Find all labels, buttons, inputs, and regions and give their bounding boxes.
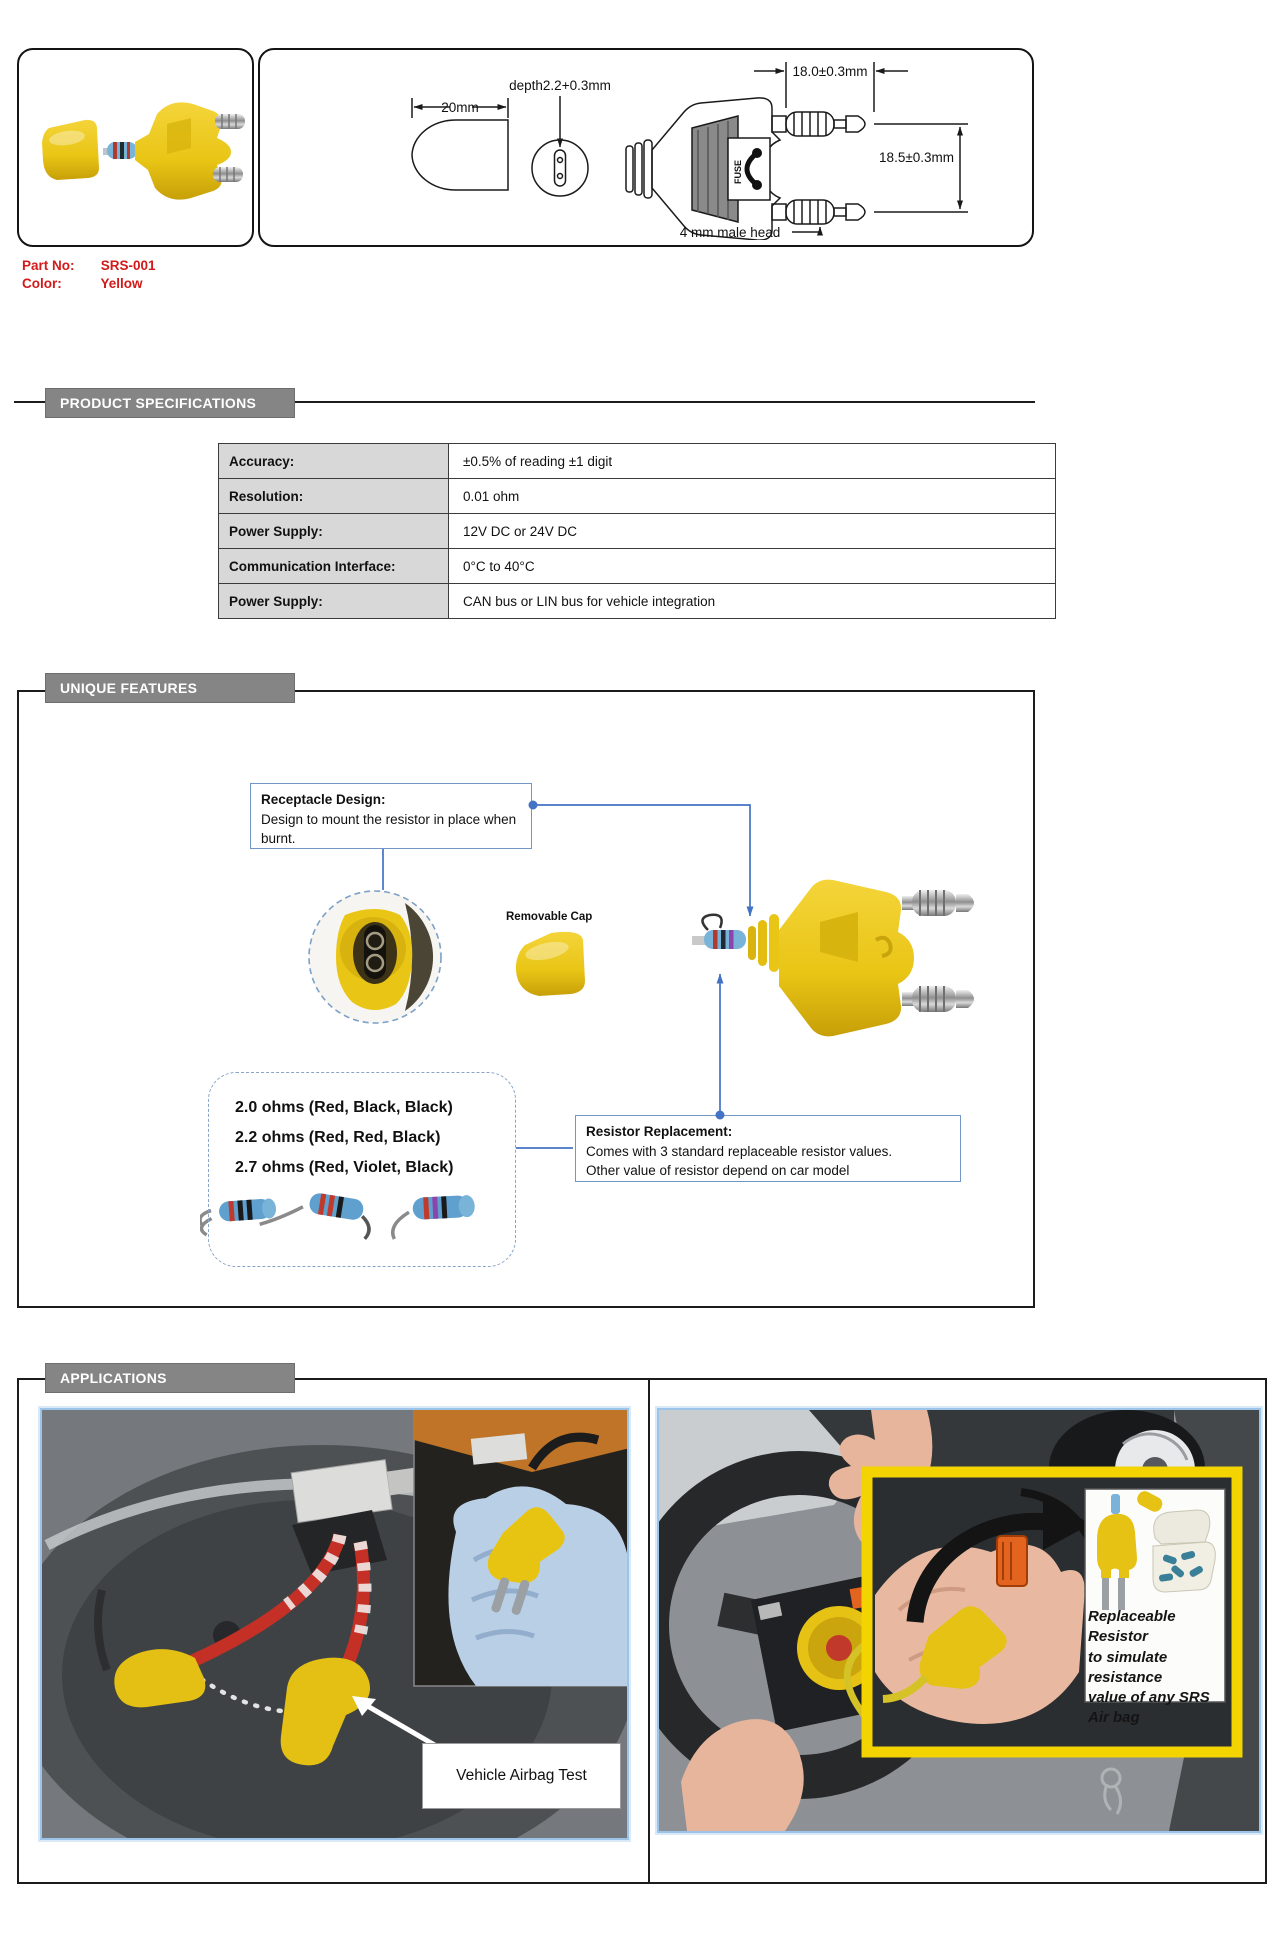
table-row (219, 514, 1056, 549)
spec-value: 0°C to 40°C (449, 549, 1056, 584)
features-section-title: UNIQUE FEATURES (45, 673, 295, 703)
color-row (22, 276, 143, 291)
replacement-callout-body1: Comes with 3 standard replaceable resistor values. (586, 1143, 893, 1159)
part-no-value: SRS-001 (100, 258, 156, 273)
resistor-photo (103, 142, 137, 159)
spec-value: CAN bus or LIN bus for vehicle integration (449, 584, 1056, 619)
specs-section-title: PRODUCT SPECIFICATIONS (45, 388, 295, 418)
spec-label: Power Supply: (219, 584, 449, 619)
part-no-row (22, 258, 156, 273)
resistor-value-3: 2.7 ohms (Red, Violet, Black) (235, 1159, 454, 1176)
removable-cap-label: Removable Cap (506, 911, 593, 923)
table-row (219, 584, 1056, 619)
replacement-callout (575, 1115, 961, 1182)
specs-table (218, 443, 1056, 619)
color-value: Yellow (100, 276, 143, 291)
removable-cap-figure (505, 925, 595, 1005)
table-row (219, 549, 1056, 584)
pin-bottom-outline (772, 200, 865, 224)
spec-value: 0.01 ohm (449, 479, 1056, 514)
spec-value: ±0.5% of reading ±1 digit (449, 444, 1056, 479)
resistor-value-2: 2.2 ohms (Red, Red, Black) (235, 1129, 441, 1146)
cap-side-view (412, 120, 508, 190)
applications-section-title: APPLICATIONS (45, 1363, 295, 1393)
replacement-callout-body2: Other value of resistor depend on car model (586, 1163, 850, 1179)
resistor-values-box (208, 1072, 516, 1267)
banana-pin-top (215, 114, 245, 129)
right-photo-caption: Replaceable Resistor to simulate resistance value of any SRS Air bag (1088, 1608, 1210, 1727)
product-photo (19, 50, 247, 240)
receptacle-callout (250, 783, 532, 849)
cap-front-view (532, 140, 588, 196)
label-male-head: 4 mm male head (679, 225, 781, 240)
dim-depth: depth2.2+0.3mm (509, 78, 611, 93)
banana-pin-top (902, 890, 974, 916)
resistor-case (1153, 1510, 1215, 1592)
label-fuse: FUSE (733, 159, 743, 184)
resistor-on-pin (692, 915, 746, 949)
cap-photo (42, 120, 99, 180)
technical-drawing-box (258, 48, 1034, 247)
receptacle-closeup-figure (305, 887, 445, 1027)
spec-label: Accuracy: (219, 444, 449, 479)
replacement-callout-title: Resistor Replacement: (586, 1124, 733, 1139)
spec-label: Resolution: (219, 479, 449, 514)
product-photo-box (17, 48, 254, 247)
banana-pin-bottom (213, 167, 243, 182)
receptacle-callout-title: Receptacle Design: (261, 792, 386, 807)
part-no-label: Part No: (22, 258, 75, 273)
technical-drawing (260, 50, 1027, 240)
left-photo-caption: Vehicle Airbag Test (422, 1743, 621, 1809)
spec-label: Power Supply: (219, 514, 449, 549)
applications-divider (648, 1378, 650, 1884)
table-row (219, 479, 1056, 514)
table-row (219, 444, 1056, 479)
spec-label: Communication Interface: (219, 549, 449, 584)
color-label: Color: (22, 276, 62, 291)
inset-photo-glove (414, 1410, 627, 1686)
dim-pin-spacing: 18.5±0.3mm (879, 150, 954, 165)
resistor-value-1: 2.0 ohms (Red, Black, Black) (235, 1099, 453, 1116)
dim-cap-width: 20mm (441, 100, 479, 115)
receptacle-callout-body: Design to mount the resistor in place when burnt. (261, 811, 517, 847)
dim-pin-length: 18.0±0.3mm (792, 64, 868, 79)
connector-figure (690, 870, 990, 1040)
spec-value: 12V DC or 24V DC (449, 514, 1056, 549)
pin-top-outline (772, 112, 865, 136)
connector-neck (748, 914, 779, 972)
banana-pin-bottom (902, 986, 974, 1012)
